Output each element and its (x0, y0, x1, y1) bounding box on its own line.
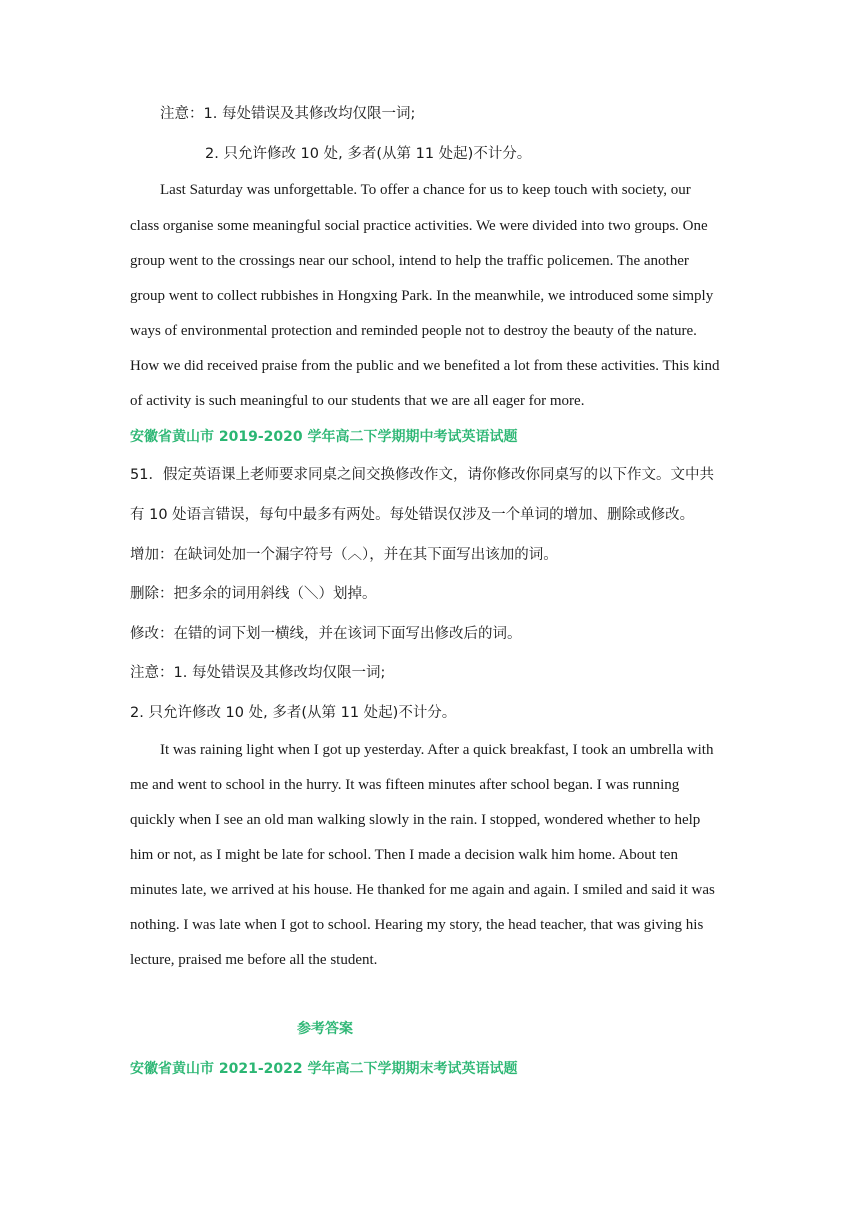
passage1-line-5: ways of environmental protection and reminded people not to destroy the beauty of the nature. (130, 323, 697, 339)
instruction-modify: 修改：在错的词下划一横线，并在该词下面写出修改后的词。 (130, 626, 522, 642)
passage2-line-1: It was raining light when I got up yesterday. After a quick breakfast, I took an umbrella with (160, 742, 714, 758)
question51-note-2: 2. 只允许修改 10 处, 多者(从第 11 处起)不计分。 (130, 705, 457, 721)
passage2-line-6: nothing. I was late when I got to school. Hearing my story, the head teacher, that was giving his (130, 917, 704, 933)
passage1-line-4: group went to collect rubbishes in Hongxing Park. In the meanwhile, we introduced some simply (130, 288, 714, 304)
note-line-1: 注意：1. 每处错误及其修改均仅限一词; (160, 106, 416, 122)
passage1-line-6: How we did received praise from the public and we benefited a lot from these activities. This kind (130, 358, 720, 374)
passage1-line-1: Last Saturday was unforgettable. To offer a chance for us to keep touch with society, our (160, 182, 691, 198)
question51-note-1: 注意：1. 每处错误及其修改均仅限一词; (130, 665, 386, 681)
instruction-delete: 删除：把多余的词用斜线（＼）划掉。 (130, 586, 377, 602)
passage2-line-3: quickly when I see an old man walking slowly in the rain. I stopped, wondered whether to help (130, 812, 701, 828)
instruction-add: 增加：在缺词处加一个漏字符号（︿），并在其下面写出该加的词。 (130, 547, 558, 563)
passage2-line-5: minutes late, we arrived at his house. He thanked for me again and again. I smiled and said it was (130, 882, 715, 898)
passage1-line-2: class organise some meaningful social practice activities. We were divided into two groups. One (130, 218, 708, 234)
passage1-line-7: of activity is such meaningful to our students that we are all eager for more. (130, 393, 585, 409)
source-heading-2019: 安徽省黄山市 2019-2020 学年高二下学期期中考试英语试题 (130, 429, 518, 445)
passage2-line-7: lecture, praised me before all the student. (130, 952, 378, 968)
passage2-line-4: him or not, as I might be late for school. Then I made a decision walk him home. About ten (130, 847, 678, 863)
source-heading-2021: 安徽省黄山市 2021-2022 学年高二下学期期末考试英语试题 (130, 1061, 518, 1077)
passage1-line-3: group went to the crossings near our school, intend to help the traffic policemen. The another (130, 253, 689, 269)
note-line-2: 2. 只允许修改 10 处, 多者(从第 11 处起)不计分。 (205, 146, 532, 162)
passage2-line-2: me and went to school in the hurry. It was fifteen minutes after school began. I was running (130, 777, 680, 793)
question51-line-2: 有 10 处语言错误，每句中最多有两处。每处错误仅涉及一个单词的增加、删除或修改。 (130, 507, 695, 523)
answer-heading: 参考答案 (297, 1021, 353, 1037)
question51-line-1: 51．假定英语课上老师要求同桌之间交换修改作文，请你修改你同桌写的以下作文。文中共 (130, 467, 714, 483)
